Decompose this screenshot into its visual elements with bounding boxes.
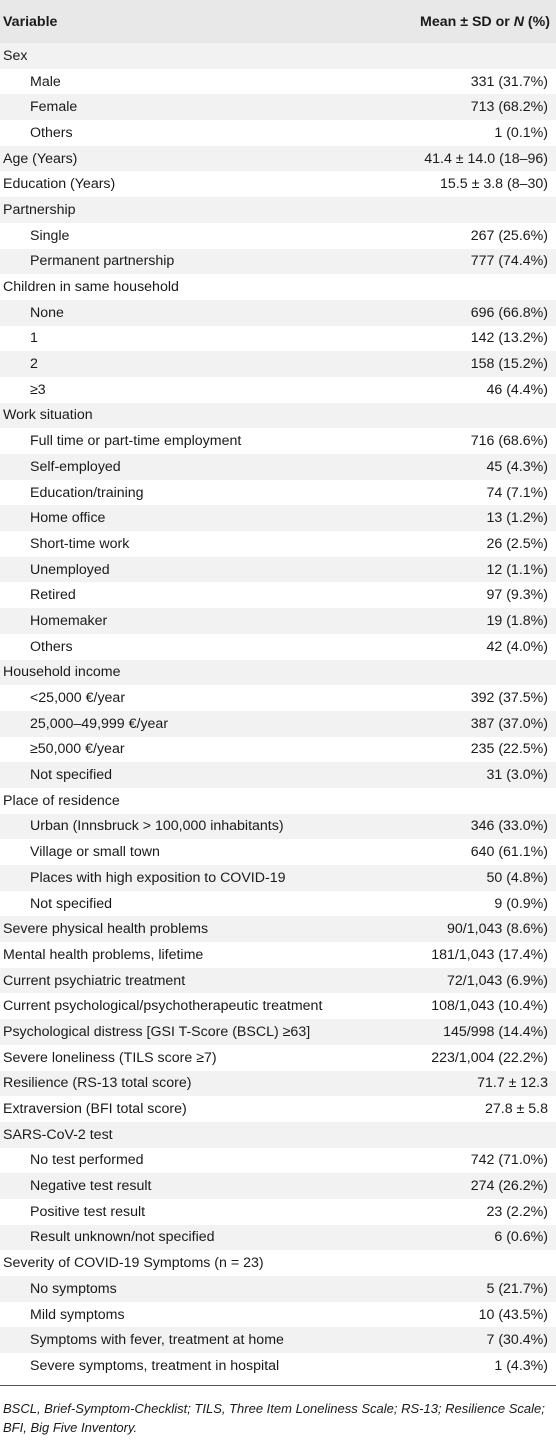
row-value: 108/1,043 (10.4%) <box>431 998 548 1015</box>
table-row <box>0 968 556 994</box>
row-value: 716 (68.6%) <box>470 433 548 450</box>
row-value: 387 (37.0%) <box>470 715 548 732</box>
row-value: 235 (22.5%) <box>470 741 548 758</box>
row-value: 31 (3.0%) <box>486 767 548 784</box>
row-value: 267 (25.6%) <box>470 227 548 244</box>
table-row <box>0 505 556 531</box>
row-value: 777 (74.4%) <box>470 253 548 270</box>
header-suffix: (%) <box>523 13 550 30</box>
row-value <box>370 43 556 69</box>
table-row <box>0 1199 556 1225</box>
row-sublabel: 1 <box>30 330 38 347</box>
row-value: 97 (9.3%) <box>486 587 548 604</box>
row-sublabel: Others <box>30 124 73 141</box>
table-row <box>0 454 556 480</box>
row-value: 158 (15.2%) <box>470 356 548 373</box>
row-value: 15.5 ± 3.8 (8–30) <box>440 176 548 193</box>
row-value: 41.4 ± 14.0 (18–96) <box>424 150 548 167</box>
row-sublabel: Not specified <box>30 767 113 784</box>
table-row <box>0 1302 556 1328</box>
row-value <box>370 660 556 686</box>
row-value: 90/1,043 (8.6%) <box>447 921 548 938</box>
table-row <box>0 1148 556 1174</box>
row-sublabel: Permanent partnership <box>30 253 175 270</box>
table-row <box>0 274 556 300</box>
header-prefix: Mean ± SD or <box>420 13 514 30</box>
table-row <box>0 660 556 686</box>
table-row <box>0 43 556 69</box>
row-value: 46 (4.4%) <box>486 381 548 398</box>
table-row <box>0 94 556 120</box>
table-row <box>0 608 556 634</box>
table-row <box>0 377 556 403</box>
row-value <box>370 788 556 814</box>
row-label: Place of residence <box>3 792 120 809</box>
row-label: Psychological distress [GSI T-Score (BSCL) ≥63] <box>3 1023 311 1040</box>
row-sublabel: 25,000–49,999 €/year <box>30 715 169 732</box>
row-value: 19 (1.8%) <box>486 612 548 629</box>
table-row <box>0 1019 556 1045</box>
row-value: 42 (4.0%) <box>486 638 548 655</box>
table-row <box>0 480 556 506</box>
table-row <box>0 1327 556 1353</box>
row-sublabel: No test performed <box>30 1152 144 1169</box>
row-sublabel: Positive test result <box>30 1203 146 1220</box>
row-value: 181/1,043 (17.4%) <box>431 946 548 963</box>
table-row <box>0 1045 556 1071</box>
row-label: Age (Years) <box>3 150 78 167</box>
row-value <box>370 274 556 300</box>
row-sublabel: ≥50,000 €/year <box>30 741 125 758</box>
row-label: Sex <box>3 47 28 64</box>
row-value: 23 (2.2%) <box>486 1203 548 1220</box>
row-value <box>370 403 556 429</box>
row-sublabel: Education/training <box>30 484 144 501</box>
row-label: Education (Years) <box>3 176 116 193</box>
table-row <box>0 428 556 454</box>
row-sublabel: Retired <box>30 587 76 604</box>
row-value <box>370 197 556 223</box>
row-value: 1 (4.3%) <box>494 1357 548 1374</box>
row-label: Partnership <box>3 201 76 218</box>
table-row <box>0 1173 556 1199</box>
row-value: 72/1,043 (6.9%) <box>447 972 548 989</box>
row-label: Current psychiatric treatment <box>3 972 186 989</box>
header-mean-sd-n <box>370 0 556 43</box>
table-row <box>0 197 556 223</box>
row-sublabel: Village or small town <box>30 844 160 861</box>
row-sublabel: Full time or part-time employment <box>30 433 242 450</box>
row-value: 71.7 ± 12.3 <box>477 1075 548 1092</box>
table-row <box>0 1276 556 1302</box>
row-sublabel: 2 <box>30 356 38 373</box>
row-value: 26 (2.5%) <box>486 535 548 552</box>
table-row <box>0 351 556 377</box>
row-value <box>370 1122 556 1148</box>
row-sublabel: None <box>30 304 64 321</box>
row-value: 10 (43.5%) <box>478 1306 548 1323</box>
table-row <box>0 326 556 352</box>
row-label: Work situation <box>3 407 93 424</box>
table-row <box>0 120 556 146</box>
row-sublabel: Negative test result <box>30 1178 152 1195</box>
row-sublabel: Single <box>30 227 70 244</box>
row-label: Severe physical health problems <box>3 921 209 938</box>
table-row <box>0 1122 556 1148</box>
table-row <box>0 69 556 95</box>
table-row <box>0 557 556 583</box>
table-row <box>0 865 556 891</box>
row-value: 223/1,004 (22.2%) <box>431 1049 548 1066</box>
row-value: 346 (33.0%) <box>470 818 548 835</box>
row-sublabel: Others <box>30 638 73 655</box>
row-sublabel: Mild symptoms <box>30 1306 125 1323</box>
table-row <box>0 403 556 429</box>
table-row <box>0 531 556 557</box>
table-row <box>0 942 556 968</box>
footnote: BSCL, Brief-Symptom-Checklist; TILS, Three Item Loneliness Scale; RS-13; Resilience Scale; BFI, Big Five Inventory. <box>3 1400 545 1435</box>
row-value: 713 (68.2%) <box>470 99 548 116</box>
table-row <box>0 1353 556 1379</box>
row-value: 74 (7.1%) <box>486 484 548 501</box>
row-value: 742 (71.0%) <box>470 1152 548 1169</box>
table-body <box>0 43 556 1379</box>
row-label: Mental health problems, lifetime <box>3 946 204 963</box>
row-value: 142 (13.2%) <box>470 330 548 347</box>
header-variable: Variable <box>3 13 58 30</box>
table-row <box>0 737 556 763</box>
row-label: Extraversion (BFI total score) <box>3 1101 187 1118</box>
row-value: 45 (4.3%) <box>486 458 548 475</box>
row-sublabel: Urban (Innsbruck > 100,000 inhabitants) <box>30 818 284 835</box>
row-sublabel: Male <box>30 73 61 90</box>
table-header <box>0 0 556 43</box>
row-value: 145/998 (14.4%) <box>443 1023 548 1040</box>
table-row <box>0 300 556 326</box>
table-row <box>0 1071 556 1097</box>
row-sublabel: Severe symptoms, treatment in hospital <box>30 1357 280 1374</box>
row-sublabel: Female <box>30 99 78 116</box>
row-sublabel: Symptoms with fever, treatment at home <box>30 1332 284 1349</box>
row-sublabel: Not specified <box>30 895 113 912</box>
table-row <box>0 891 556 917</box>
row-label: Resilience (RS-13 total score) <box>3 1075 192 1092</box>
table-row <box>0 762 556 788</box>
table-row <box>0 993 556 1019</box>
table-row <box>0 146 556 172</box>
row-value: 696 (66.8%) <box>470 304 548 321</box>
row-value: 5 (21.7%) <box>486 1280 548 1297</box>
row-label: SARS-CoV-2 test <box>3 1126 113 1143</box>
row-value: 9 (0.9%) <box>494 895 548 912</box>
table-row <box>0 223 556 249</box>
table-row <box>0 839 556 865</box>
row-sublabel: No symptoms <box>30 1280 117 1297</box>
row-value: 50 (4.8%) <box>486 869 548 886</box>
header-n: N <box>513 13 524 30</box>
table-row <box>0 634 556 660</box>
table-row <box>0 1250 556 1276</box>
table-row <box>0 171 556 197</box>
row-sublabel: ≥3 <box>30 381 46 398</box>
row-sublabel: <25,000 €/year <box>30 690 126 707</box>
row-value: 1 (0.1%) <box>494 124 548 141</box>
row-sublabel: Places with high exposition to COVID-19 <box>30 869 286 886</box>
row-value: 6 (0.6%) <box>494 1229 548 1246</box>
row-value: 13 (1.2%) <box>486 510 548 527</box>
row-value: 27.8 ± 5.8 <box>484 1101 548 1118</box>
row-value: 640 (61.1%) <box>470 844 548 861</box>
row-value: 331 (31.7%) <box>470 73 548 90</box>
table-row <box>0 916 556 942</box>
row-sublabel: Self-employed <box>30 458 121 475</box>
row-sublabel: Homemaker <box>30 612 108 629</box>
table-row <box>0 685 556 711</box>
row-value: 274 (26.2%) <box>470 1178 548 1195</box>
row-value: 392 (37.5%) <box>470 690 548 707</box>
row-value: 12 (1.1%) <box>486 561 548 578</box>
row-value: 7 (30.4%) <box>486 1332 548 1349</box>
table-row <box>0 711 556 737</box>
row-label: Current psychological/psychotherapeutic treatment <box>3 998 323 1015</box>
table-row <box>0 249 556 275</box>
row-sublabel: Result unknown/not specified <box>30 1229 215 1246</box>
row-label: Children in same household <box>3 279 179 296</box>
row-sublabel: Short-time work <box>30 535 130 552</box>
table-row <box>0 1096 556 1122</box>
row-label: Household income <box>3 664 121 681</box>
row-value <box>370 1250 556 1276</box>
table-row <box>0 582 556 608</box>
table-row <box>0 814 556 840</box>
row-label: Severe loneliness (TILS score ≥7) <box>3 1049 217 1066</box>
table-row <box>0 788 556 814</box>
row-sublabel: Home office <box>30 510 106 527</box>
header-row <box>0 0 556 43</box>
row-label: Severity of COVID-19 Symptoms (n = 23) <box>3 1255 264 1272</box>
table-row <box>0 1225 556 1251</box>
row-sublabel: Unemployed <box>30 561 110 578</box>
